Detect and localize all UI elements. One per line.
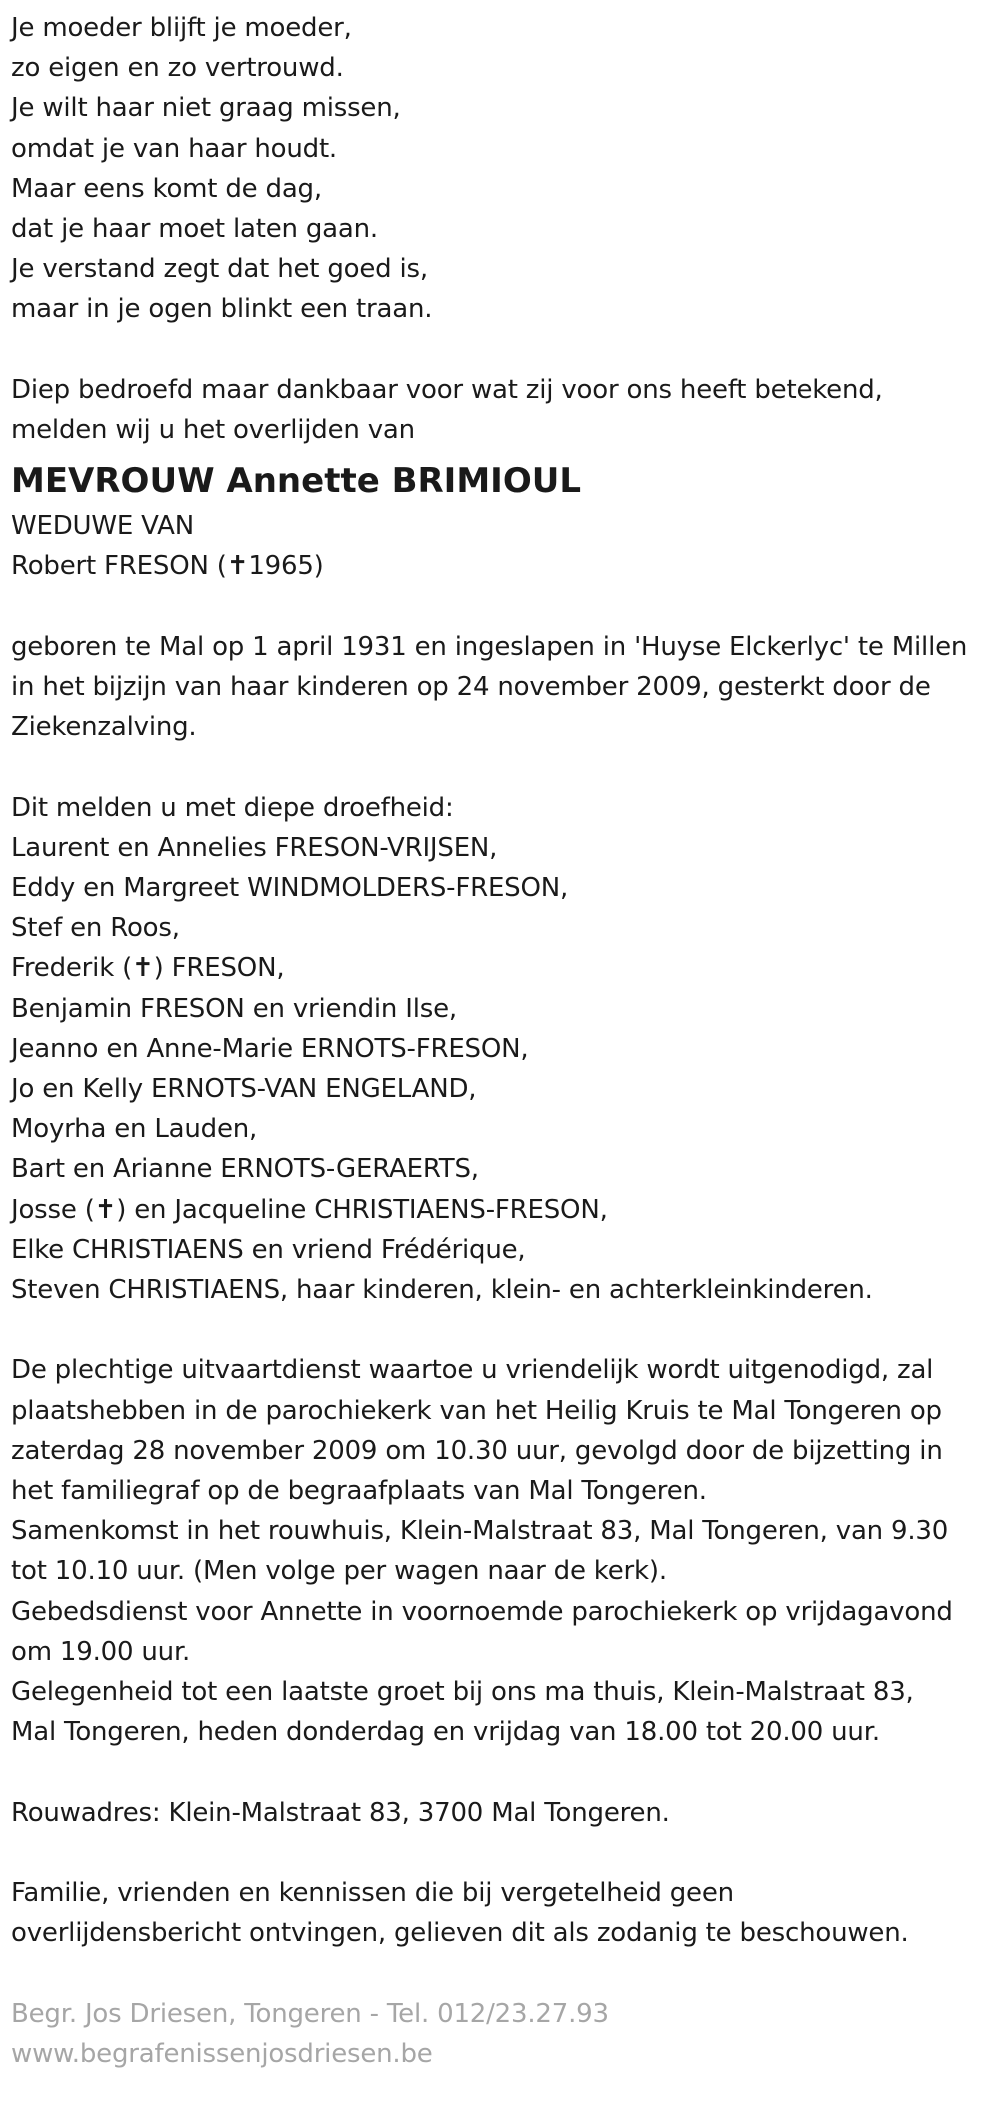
service-line: Mal Tongeren, heden donderdag en vrijdag van 18.00 tot 20.00 uur. [11, 1717, 880, 1748]
spouse-name: Robert FRESON (✝1965) [11, 551, 324, 582]
spacer [11, 747, 1000, 787]
family-member: Eddy en Margreet WINDMOLDERS-FRESON, [11, 873, 569, 904]
family-heading: Dit melden u met diepe droefheid: [11, 792, 454, 823]
birth-death-line: Ziekenzalving. [11, 712, 197, 743]
poem-line: Je wilt haar niet graag missen, [11, 93, 401, 124]
spacer [11, 1833, 1000, 1873]
intro-paragraph [11, 370, 1000, 450]
service-line: De plechtige uitvaartdienst waartoe u vriendelijk wordt uitgenodigd, zal [11, 1355, 934, 1386]
closing-line: Familie, vrienden en kennissen die bij vergetelheid geen [11, 1878, 734, 1909]
spacer [11, 1752, 1000, 1792]
spacer [11, 1310, 1000, 1350]
poem-line: maar in je ogen blinkt een traan. [11, 294, 433, 325]
poem-line: omdat je van haar houdt. [11, 133, 338, 164]
undertaker-info: Begr. Jos Driesen, Tongeren - Tel. 012/23.27.93 [11, 1998, 609, 2029]
spacer [11, 330, 1000, 370]
birth-death-line: geboren te Mal op 1 april 1931 en ingeslapen in 'Huyse Elckerlyc' te Millen [11, 631, 968, 662]
family-member: Josse (✝) en Jacqueline CHRISTIAENS-FRESON, [11, 1194, 608, 1225]
service-paragraph [11, 1350, 1000, 1752]
intro-line: melden wij u het overlijden van [11, 415, 415, 446]
service-line: tot 10.10 uur. (Men volge per wagen naar de kerk). [11, 1556, 667, 1587]
service-line: Samenkomst in het rouwhuis, Klein-Malstraat 83, Mal Tongeren, van 9.30 [11, 1516, 949, 1547]
family-list [11, 788, 1000, 1311]
service-line: Gebedsdienst voor Annette in voornoemde parochiekerk op vrijdagavond [11, 1596, 953, 1627]
undertaker-website: www.begrafenissenjosdriesen.be [11, 2038, 433, 2069]
footer [11, 1994, 1000, 2074]
widow-label: WEDUWE VAN [11, 511, 194, 542]
poem-line: dat je haar moet laten gaan. [11, 214, 378, 245]
birth-death-line: in het bijzijn van haar kinderen op 24 november 2009, gesterkt door de [11, 672, 931, 703]
poem-line: Je moeder blijft je moeder, [11, 13, 352, 43]
family-member: Frederik (✝) FRESON, [11, 953, 285, 984]
family-member: Stef en Roos, [11, 913, 180, 944]
poem-line: Je verstand zegt dat het goed is, [11, 254, 428, 285]
poem-line: zo eigen en zo vertrouwd. [11, 53, 344, 84]
birth-death-paragraph [11, 627, 1000, 748]
closing-line: overlijdensbericht ontvingen, gelieven dit als zodanig te beschouwen. [11, 1918, 909, 1949]
poem-line: Maar eens komt de dag, [11, 173, 322, 204]
service-line: het familiegraf op de begraafplaats van Mal Tongeren. [11, 1476, 707, 1507]
family-member: Jo en Kelly ERNOTS-VAN ENGELAND, [11, 1074, 477, 1105]
mourning-address: Rouwadres: Klein-Malstraat 83, 3700 Mal Tongeren. [11, 1797, 670, 1828]
family-member: Benjamin FRESON en vriendin Ilse, [11, 993, 457, 1024]
service-line: zaterdag 28 november 2009 om 10.30 uur, gevolgd door de bijzetting in [11, 1435, 943, 1466]
family-member: Jeanno en Anne-Marie ERNOTS-FRESON, [11, 1033, 529, 1064]
closing-paragraph [11, 1873, 1000, 1953]
family-member: Elke CHRISTIAENS en vriend Frédérique, [11, 1234, 526, 1265]
intro-line: Diep bedroefd maar dankbaar voor wat zij voor ons heeft betekend, [11, 374, 883, 405]
family-member: Bart en Arianne ERNOTS-GERAERTS, [11, 1154, 479, 1185]
service-line: plaatshebben in de parochiekerk van het Heilig Kruis te Mal Tongeren op [11, 1395, 942, 1426]
deceased-block [11, 456, 1000, 586]
service-line: om 19.00 uur. [11, 1636, 191, 1667]
family-member: Moyrha en Lauden, [11, 1114, 258, 1145]
family-member: Steven CHRISTIAENS, haar kinderen, klein- en achterkleinkinderen. [11, 1275, 873, 1306]
spacer [11, 1953, 1000, 1993]
spacer [11, 587, 1000, 627]
service-line: Gelegenheid tot een laatste groet bij ons ma thuis, Klein-Malstraat 83, [11, 1677, 914, 1708]
poem [11, 8, 1000, 330]
family-member: Laurent en Annelies FRESON-VRIJSEN, [11, 832, 498, 863]
deceased-name: MEVROUW Annette BRIMIOUL [11, 461, 581, 502]
